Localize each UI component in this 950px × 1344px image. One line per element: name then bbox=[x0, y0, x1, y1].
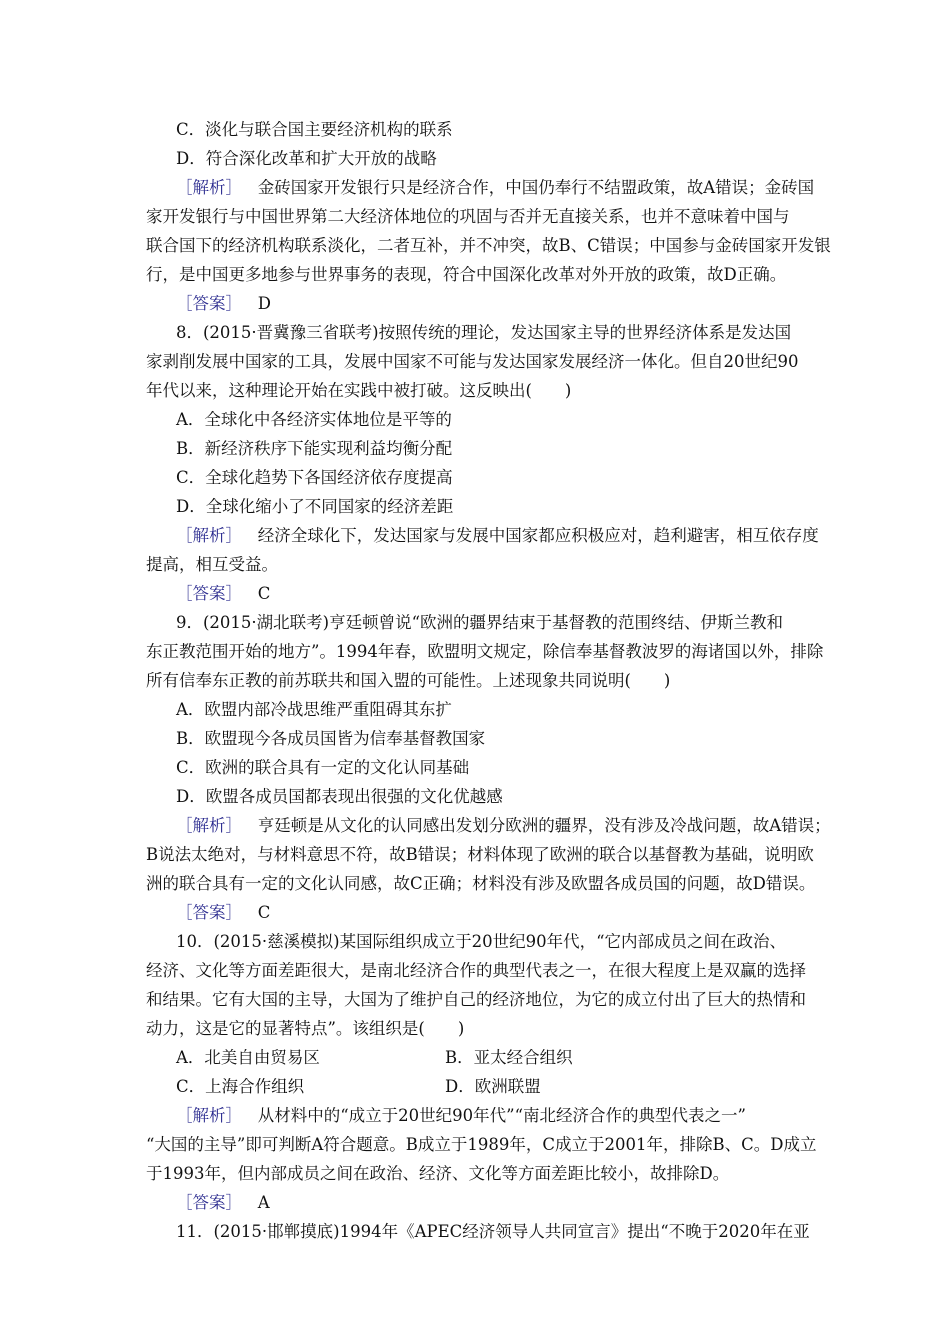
q11-stem: 11．(2015·邯郸摸底)1994年《APEC经济领导人共同宣言》提出“不晚于2020年在亚 bbox=[176, 1222, 810, 1241]
q9-option-c: C．欧洲的联合具有一定的文化认同基础 bbox=[176, 758, 470, 777]
q8-option-d: D．全球化缩小了不同国家的经济差距 bbox=[176, 497, 454, 516]
analysis-tag: ［解析］ bbox=[176, 1106, 242, 1125]
analysis-text: 家开发银行与中国世界第二大经济体地位的巩固与否并无直接关系，也并不意味着中国与 bbox=[146, 207, 790, 226]
analysis-tag: ［解析］ bbox=[176, 816, 242, 835]
q8-option-a: A．全球化中各经济实体地位是平等的 bbox=[176, 410, 452, 429]
q10-option-b: B．亚太经合组织 bbox=[445, 1048, 573, 1067]
analysis-text: 从材料中的“成立于20世纪90年代”“南北经济合作的典型代表之一” bbox=[257, 1106, 746, 1125]
q8-option-b: B．新经济秩序下能实现利益均衡分配 bbox=[176, 439, 453, 458]
analysis-text: 洲的联合具有一定的文化认同感，故C正确；材料没有涉及欧盟各成员国的问题，故D错误。 bbox=[146, 874, 816, 893]
q10-stem: 动力，这是它的显著特点”。该组织是( ) bbox=[146, 1019, 465, 1038]
answer-tag: ［答案］ bbox=[176, 903, 242, 922]
q9-stem: 东正教范围开始的地方”。1994年春，欧盟明文规定，除信奉基督教波罗的海诸国以外，排除 bbox=[146, 642, 824, 661]
q10-option-a: A．北美自由贸易区 bbox=[176, 1048, 320, 1067]
answer-tag: ［答案］ bbox=[176, 1193, 242, 1212]
q8-stem: 家剥削发展中国家的工具，发展中国家不可能与发达国家发展经济一体化。但自20世纪90 bbox=[146, 352, 799, 371]
analysis-text: 于1993年，但内部成员之间在政治、经济、文化等方面差距比较小，故排除D。 bbox=[146, 1164, 730, 1183]
analysis-text: 亨廷顿是从文化的认同感出发划分欧洲的疆界，没有涉及冷战问题，故A错误； bbox=[257, 816, 831, 835]
q10-options-row-1 bbox=[0, 1046, 950, 1070]
q10-option-d: D．欧洲联盟 bbox=[445, 1077, 541, 1096]
analysis-tag: ［解析］ bbox=[176, 526, 242, 545]
q8-analysis bbox=[0, 524, 950, 548]
answer-tag: ［答案］ bbox=[176, 584, 242, 603]
q7-analysis bbox=[0, 176, 950, 200]
analysis-text: 金砖国家开发银行只是经济合作，中国仍奉行不结盟政策，故A错误；金砖国 bbox=[257, 178, 815, 197]
q10-analysis bbox=[0, 1104, 950, 1128]
q10-options-row-2 bbox=[0, 1075, 950, 1099]
q7-option-c: C．淡化与联合国主要经济机构的联系 bbox=[176, 120, 453, 139]
answer-value: A bbox=[257, 1193, 270, 1212]
q8-stem: 年代以来，这种理论开始在实践中被打破。这反映出( ) bbox=[146, 381, 572, 400]
q7-answer bbox=[0, 292, 950, 316]
q10-stem: 经济、文化等方面差距很大，是南北经济合作的典型代表之一，在很大程度上是双赢的选择 bbox=[146, 961, 806, 980]
q9-option-d: D．欧盟各成员国都表现出很强的文化优越感 bbox=[176, 787, 503, 806]
q8-answer bbox=[0, 582, 950, 606]
q9-analysis bbox=[0, 814, 950, 838]
analysis-tag: ［解析］ bbox=[176, 178, 242, 197]
q7-option-d: D．符合深化改革和扩大开放的战略 bbox=[176, 149, 437, 168]
analysis-text: 行，是中国更多地参与世界事务的表现，符合中国深化改革对外开放的政策，故D正确。 bbox=[146, 265, 787, 284]
q9-option-b: B．欧盟现今各成员国皆为信奉基督教国家 bbox=[176, 729, 486, 748]
analysis-text: 经济全球化下，发达国家与发展中国家都应积极应对，趋利避害，相互依存度 bbox=[257, 526, 819, 545]
analysis-text: B说法太绝对，与材料意思不符，故B错误；材料体现了欧洲的联合以基督教为基础，说明欧 bbox=[146, 845, 814, 864]
q9-stem: 9．(2015·湖北联考)亨廷顿曾说“欧洲的疆界结束于基督教的范围终结、伊斯兰教和 bbox=[176, 613, 784, 632]
q10-option-c: C．上海合作组织 bbox=[176, 1077, 305, 1096]
q9-answer bbox=[0, 901, 950, 925]
q10-answer bbox=[0, 1191, 950, 1215]
q10-stem: 和结果。它有大国的主导，大国为了维护自己的经济地位，为它的成立付出了巨大的热情和 bbox=[146, 990, 806, 1009]
analysis-text: 联合国下的经济机构联系淡化，二者互补，并不冲突，故B、C错误；中国参与金砖国家开发银 bbox=[146, 236, 831, 255]
q9-stem: 所有信奉东正教的前苏联共和国入盟的可能性。上述现象共同说明( ) bbox=[146, 671, 671, 690]
answer-value: C bbox=[257, 584, 271, 603]
answer-value: D bbox=[257, 294, 271, 313]
q9-option-a: A．欧盟内部冷战思维严重阻碍其东扩 bbox=[176, 700, 452, 719]
q10-stem: 10．(2015·慈溪模拟)某国际组织成立于20世纪90年代，“它内部成员之间在政治、 bbox=[176, 932, 787, 951]
q8-option-c: C．全球化趋势下各国经济依存度提高 bbox=[176, 468, 453, 487]
answer-value: C bbox=[257, 903, 271, 922]
analysis-text: 提高，相互受益。 bbox=[146, 555, 278, 574]
analysis-text: “大国的主导”即可判断A符合题意。B成立于1989年，C成立于2001年，排除B、C。D成立 bbox=[146, 1135, 817, 1154]
q8-stem: 8．(2015·晋冀豫三省联考)按照传统的理论，发达国家主导的世界经济体系是发达国 bbox=[176, 323, 792, 342]
answer-tag: ［答案］ bbox=[176, 294, 242, 313]
